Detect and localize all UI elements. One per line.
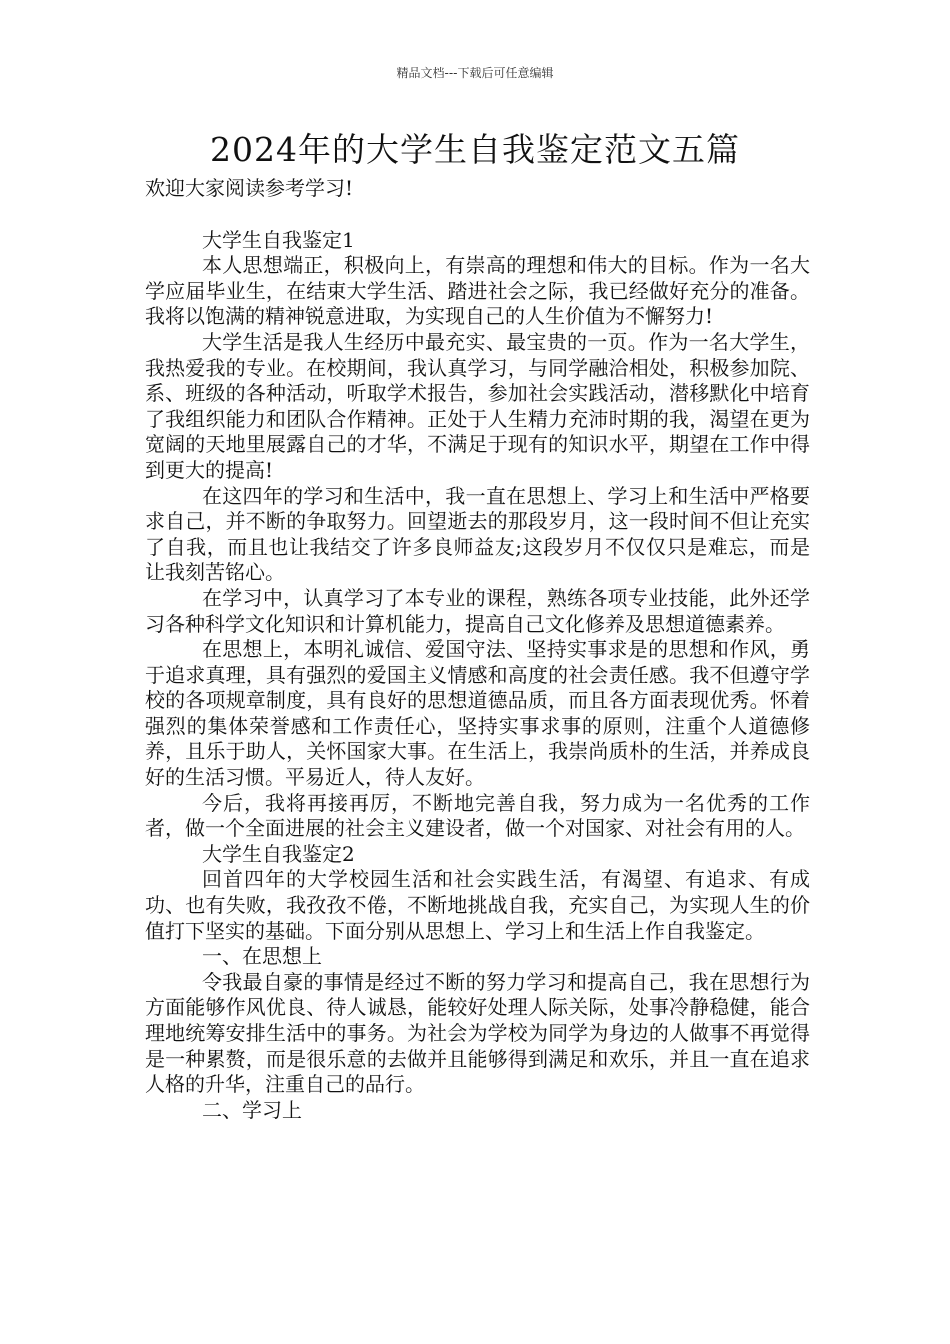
subheading-study: 二、学习上 — [202, 1097, 302, 1122]
paragraph: 大学生活是我人生经历中最充实、最宝贵的一页。作为一名大学生，我热爱我的专业。在校期间，我认真学习，与同学融洽相处，积极参加院、系、班级的各种活动，听取学术报告，参加社会实践活动，潜移默化中培育了我组织能力和团队合作精神。正处于人生精力充沛时期的我，渴望在更为宽阔的天地里展露自己的才华，不满足于现有的知识水平，期望在工作中得到更大的提高! — [145, 329, 810, 482]
paragraph: 回首四年的大学校园生活和社会实践生活，有渴望、有追求、有成功、也有失败，我孜孜不倦，不断地挑战自我，充实自己，为实现人生的价值打下坚实的基础。下面分别从思想上、学习上和生活上作自我鉴定。 — [145, 867, 810, 943]
document-title: 2024年的大学生自我鉴定范文五篇 — [210, 130, 740, 169]
page-header-note: 精品文档---下载后可任意编辑 — [396, 66, 554, 80]
section-heading-1: 大学生自我鉴定1 — [202, 227, 355, 252]
paragraph: 令我最自豪的事情是经过不断的努力学习和提高自己，我在思想行为方面能够作风优良、待人诚恳，能较好处理人际关际，处事冷静稳健，能合理地统筹安排生活中的事务。为社会为学校为同学为身边的人做事不再觉得是一种累赘，而是很乐意的去做并且能够得到满足和欢乐，并且一直在追求人格的升华，注重自己的品行。 — [145, 969, 810, 1097]
document-body — [145, 176, 810, 1123]
paragraph: 今后，我将再接再厉，不断地完善自我，努力成为一名优秀的工作者，做一个全面进展的社会主义建设者，做一个对国家、对社会有用的人。 — [145, 790, 810, 841]
paragraph: 在这四年的学习和生活中，我一直在思想上、学习上和生活中严格要求自己，并不断的争取努力。回望逝去的那段岁月，这一段时间不但让充实了自我，而且也让我结交了许多良师益友;这段岁月不仅仅只是难忘，而是让我刻苦铭心。 — [145, 483, 810, 585]
section-heading-2: 大学生自我鉴定2 — [202, 841, 355, 866]
paragraph: 在学习中，认真学习了本专业的课程，熟练各项专业技能，此外还学习各种科学文化知识和计算机能力，提高自己文化修养及思想道德素养。 — [145, 585, 810, 636]
intro-line: 欢迎大家阅读参考学习! — [145, 176, 354, 200]
blank-line — [145, 202, 810, 228]
paragraph: 在思想上，本明礼诚信、爱国守法、坚持实事求是的思想和作风，勇于追求真理，具有强烈的爱国主义情感和高度的社会责任感。我不但遵守学校的各项规章制度，具有良好的思想道德品质，而且各方面表现优秀。怀着强烈的集体荣誉感和工作责任心，坚持实事求事的原则，注重个人道德修养，且乐于助人，关怀国家大事。在生活上，我崇尚质朴的生活，并养成良好的生活习惯。平易近人，待人友好。 — [145, 637, 810, 790]
subheading-thought: 一、在思想上 — [202, 944, 322, 969]
paragraph: 本人思想端正，积极向上，有崇高的理想和伟大的目标。作为一名大学应届毕业生，在结束大学生活、踏进社会之际，我已经做好充分的准备。我将以饱满的精神锐意进取，为实现自己的人生价值为不懈努力! — [145, 253, 810, 329]
